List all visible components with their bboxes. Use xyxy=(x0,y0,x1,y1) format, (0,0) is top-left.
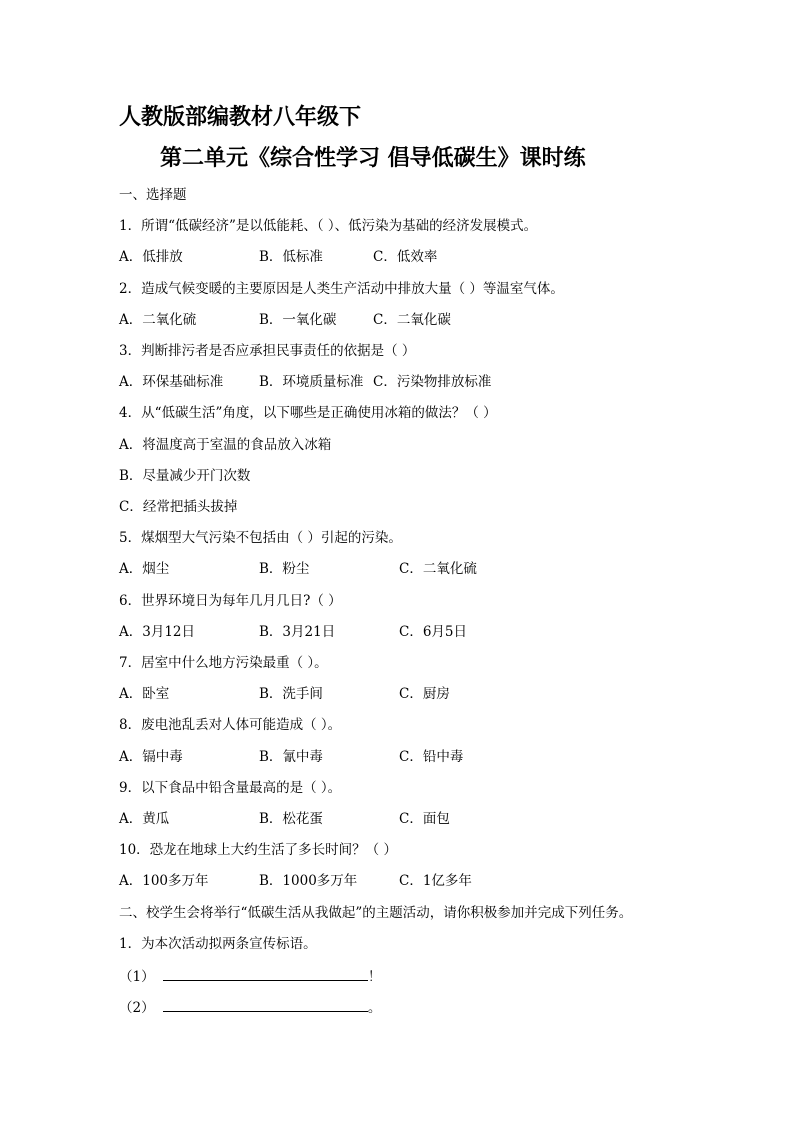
option-a: A．黄瓜 xyxy=(119,811,170,827)
question-options xyxy=(119,248,437,266)
option-c: C．厨房 xyxy=(399,686,450,702)
option-a: A．100多万年 xyxy=(119,873,209,889)
option-b: B．环境质量标准 xyxy=(259,374,364,390)
question-options xyxy=(119,623,467,641)
answer-label: （1） xyxy=(119,969,155,985)
question-options xyxy=(119,748,463,766)
question-stem: 5．煤烟型大气污染不包括由（ ）引起的污染。 xyxy=(119,530,402,546)
option-c: C．二氧化碳 xyxy=(373,312,451,328)
option-b: B．粉尘 xyxy=(259,561,310,577)
option-c: C．铅中毒 xyxy=(399,749,464,765)
option-b: B．洗手间 xyxy=(259,686,323,702)
option-c: C．低效率 xyxy=(373,249,438,265)
question-options xyxy=(119,560,477,578)
answer-end-punct: ！ xyxy=(367,969,382,985)
option-c: C．经常把插头拔掉 xyxy=(119,499,238,515)
option-c: C．污染物排放标准 xyxy=(373,374,492,390)
option-a: A．环保基础标准 xyxy=(119,374,224,390)
section-heading-choice: 一、选择题 xyxy=(119,187,187,203)
option-a: A．低排放 xyxy=(119,249,183,265)
option-a: A．镉中毒 xyxy=(119,749,183,765)
question-stem: 2．造成气候变暖的主要原因是人类生产活动中排放大量（ ）等温室气体。 xyxy=(119,281,564,297)
answer-end-punct: 。 xyxy=(367,1000,382,1016)
option-a: A．3月12日 xyxy=(119,624,196,640)
question-stem: 8．废电池乱丢对人体可能造成（ ）。 xyxy=(119,717,342,733)
option-c: C．面包 xyxy=(399,811,450,827)
question-options xyxy=(119,685,450,703)
question-stem: 10．恐龙在地球上大约生活了多长时间？（ ） xyxy=(119,842,397,858)
option-a: A．将温度高于室温的食品放入冰箱 xyxy=(119,437,332,453)
document-title: 人教版部编教材八年级下 xyxy=(119,104,362,130)
option-a: A．二氧化硫 xyxy=(119,312,197,328)
option-b: B．一氧化碳 xyxy=(259,312,337,328)
question-options xyxy=(119,311,451,329)
question-options xyxy=(119,872,472,890)
option-b: B．3月21日 xyxy=(259,624,336,640)
question-stem: 4．从“低碳生活”角度，以下哪些是正确使用冰箱的做法？（ ） xyxy=(119,405,497,421)
option-b: B．氰中毒 xyxy=(259,749,323,765)
section-heading-task: 二、校学生会将举行“低碳生活从我做起”的主题活动，请你积极参加并完成下列任务。 xyxy=(119,905,633,921)
question-options xyxy=(119,373,491,391)
task-question: 1．为本次活动拟两条宣传标语。 xyxy=(119,936,317,952)
option-b: B．低标准 xyxy=(259,249,323,265)
option-c: C．1亿多年 xyxy=(399,873,472,889)
question-stem: 6．世界环境日为每年几月几日?（ ） xyxy=(119,593,342,609)
option-a: A．烟尘 xyxy=(119,561,170,577)
answer-blank[interactable] xyxy=(163,997,368,1012)
document-subtitle: 第二单元《综合性学习 倡导低碳生》课时练 xyxy=(160,145,586,171)
question-stem: 7．居室中什么地方污染最重（ ）。 xyxy=(119,655,328,671)
option-c: C．6月5日 xyxy=(399,624,468,640)
question-stem: 3．判断排污者是否应承担民事责任的依据是（ ） xyxy=(119,343,416,359)
option-b: B．松花蛋 xyxy=(259,811,323,827)
answer-blank[interactable] xyxy=(163,966,368,981)
option-a: A．卧室 xyxy=(119,686,170,702)
question-stem: 1．所谓“低碳经济”是以低能耗、（ ）、低污染为基础的经济发展模式。 xyxy=(119,218,538,234)
option-b: B．1000多万年 xyxy=(259,873,358,889)
answer-line-2 xyxy=(119,997,381,1017)
answer-line-1 xyxy=(119,966,381,986)
answer-label: （2） xyxy=(119,1000,155,1016)
question-stem: 9．以下食品中铅含量最高的是（ ）。 xyxy=(119,780,342,796)
option-c: C．二氧化硫 xyxy=(399,561,477,577)
option-b: B．尽量减少开门次数 xyxy=(119,468,251,484)
question-options xyxy=(119,810,450,828)
